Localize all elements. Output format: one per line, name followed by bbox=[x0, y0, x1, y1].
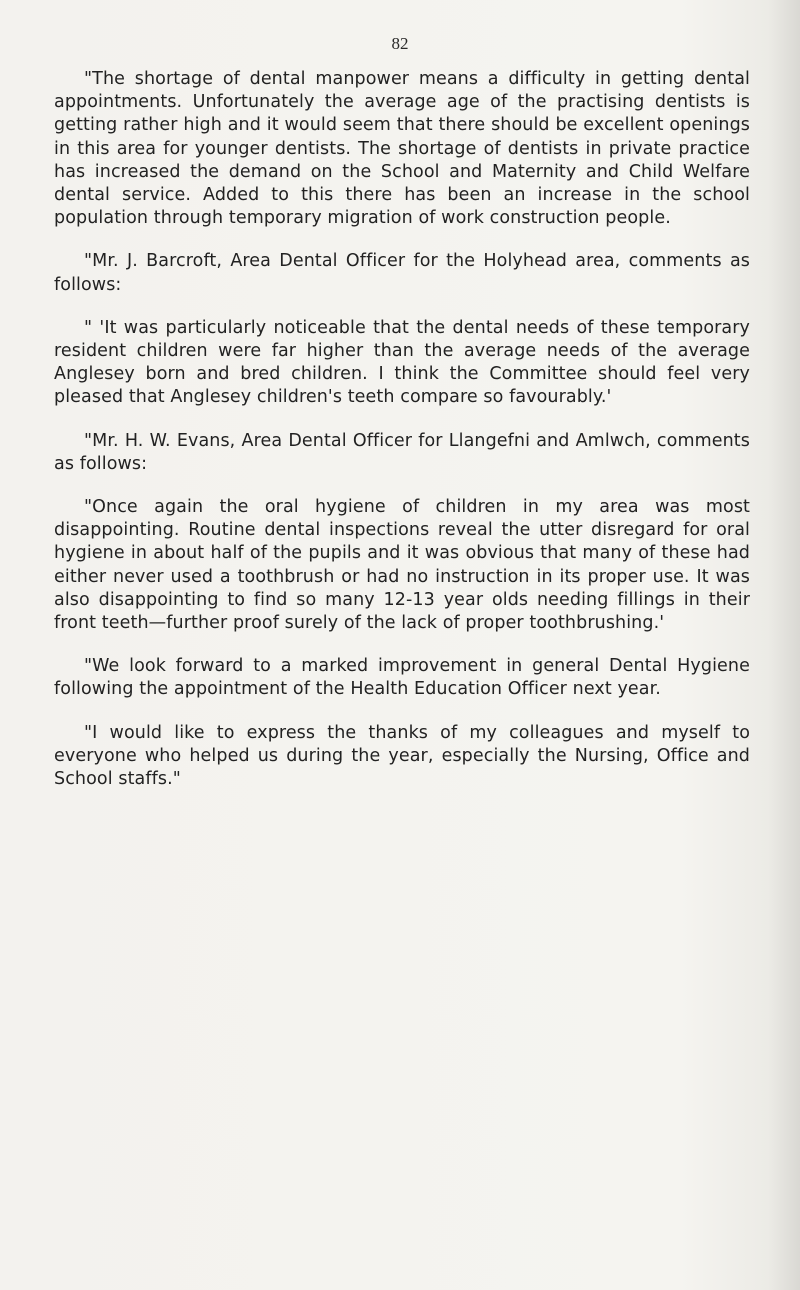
paragraph-thanks: "I would like to express the thanks of my colleagues and myself to everyone who helped us during the year, especially the Nursing, Office and School staffs." bbox=[54, 722, 750, 790]
body-text bbox=[54, 68, 750, 791]
page-number: 82 bbox=[391, 34, 409, 53]
paragraph-evans-quote: "Once again the oral hygiene of children in my area was most disappointing. Routine dental inspections reveal the utter disregard for oral hygiene in about half of the pupils and it was obvious that many of these had either never used a toothbrush or had no instruction in its proper use. It was also disappointing to find so many 12-13 year olds needing fillings in their front teeth—further proof surely of the lack of proper toothbrushing.' bbox=[54, 497, 750, 634]
paragraph-health-education: "We look forward to a marked improvement in general Dental Hygiene following the appointment of the Health Education Officer next year. bbox=[54, 656, 750, 700]
paragraph-barcroft-intro: "Mr. J. Barcroft, Area Dental Officer for the Holyhead area, comments as follows: bbox=[54, 251, 750, 295]
paragraph-barcroft-quote: " 'It was particularly noticeable that the dental needs of these temporary resident children were far higher than the average needs of the average Anglesey born and bred children. I think the Committee should feel very pleased that Anglesey children's teeth compare so favourably.' bbox=[54, 317, 750, 408]
paragraph-dental-manpower: "The shortage of dental manpower means a difficulty in getting dental appointments. Unfortunately the average age of the practising dentists is getting rather high and it would seem that there should be excellent openings in this area for younger dentists. The shortage of dentists in private practice has increased the demand on the School and Maternity and Child Welfare dental service. Added to this there has been an increase in the school population through temporary migration of work construction people. bbox=[54, 69, 750, 229]
paragraph-evans-intro: "Mr. H. W. Evans, Area Dental Officer for Llangefni and Amlwch, comments as follows: bbox=[54, 430, 750, 474]
